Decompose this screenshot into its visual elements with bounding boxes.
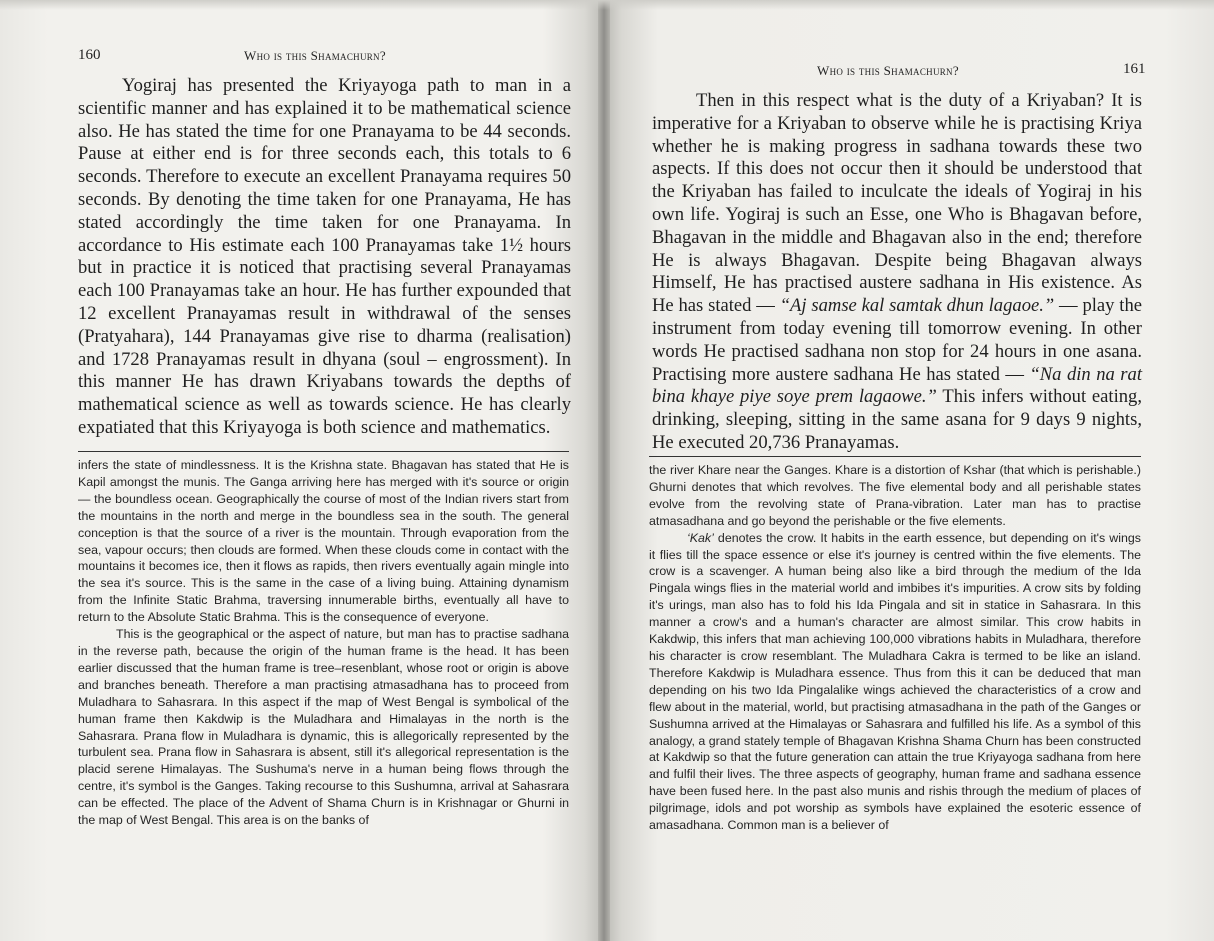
right-footnote-paragraph-2-text: denotes the crow. It habits in the earth essence, but depending on it's wings it flies till the space essence or else it's journey is centred within the five elements. The crow is a scavenger. A human being also like a bird through the medium of the Ida Pingala wings flies in the material world and imbibes it's impurities. A crow sits by folding it's urings, man also has to fold his Ida Pingala and sit in statice in Sahasrara. In this manner a crow's and a human's character are almost similar. This crow habits in Kakdwip, this infers that man achieving 100,000 vibrations habits in Muladhara, therefore his character is crow resemblant. The Muladhara Cakra is termed to be like an island. Therefore Kakdwip is Muladhara essence. Thus from this it can be deduced that man depending on his two Ida Pingalalike wings achieved the characteristics of a crow and flew about in the material, world, but practising atmasadhana in the path of the Ganges or Sushumna arrived at the Himalayas or Sahasrara and fulfilled his life. As a symbol of this analogy, a grand stately temple of Bhagavan Krishna Shama Churn has been constructed at Kakdwip so that the future generation can attain the true Kriyayoga sadhana from here and fulfil their lives. The three aspects of geography, human frame and sadhana essence have been fused here. In the past also munis and rishis through the medium of places of pilgrimage, idols and pot worship as symbols have explained the esoteric essence of amasadhana. Common man is a believer of (649, 530, 1141, 833)
right-running-head-title: Who is this Shamachurn? (817, 63, 959, 78)
right-footnote (649, 462, 1141, 834)
left-running-head-title: Who is this Shamachurn? (244, 48, 386, 63)
right-main-text (652, 90, 1142, 455)
right-body-part-3: This infers without eating, drinking, sleeping, sitting in the same asana for 9 days 9 nights, He executed 20,736 Pranayamas. (652, 386, 1142, 453)
left-footnote (78, 457, 569, 829)
right-page-number: 161 (1123, 61, 1146, 77)
right-page (603, 0, 1214, 941)
right-footnote-paragraph-1: the river Khare near the Ganges. Khare is a distortion of Kshar (that which is perishable.) Ghurni denotes that which revolves. The five elemental body and all perishable states evolve from the revolving state of Prana-vibration. Later man has to practise atmasadhana and go beyond the perishable or the five elements. (649, 463, 1141, 528)
right-footnote-rule (649, 456, 1141, 457)
right-body-quote-1: “Aj samse kal samtak dhun lagaoe.” (779, 295, 1055, 317)
right-running-header (817, 62, 1147, 80)
left-body-paragraph: Yogiraj has presented the Kriyayoga path to man in a scientific manner and has explained it to be mathematical science also. He has stated the time for one Pranayama to be 44 seconds. Pause at either end is for three seconds each, this totals to 6 seconds. Therefore to execute an excellent Pranayama requires 50 seconds. By denoting the time taken for one Pranayama, He has stated accordingly the time taken for one Pranayama. In accordance to His estimate each 100 Pranayamas take 1½ hours but in practice it is noticed that practising several Pranayamas each 100 Pranayamas take an hour. He has further expounded that 12 excellent Pranayamas result in withdrawal of the senses (Pratyahara), 144 Pranayamas give rise to dharma (realisation) and 1728 Pranayamas result in dhyana (soul – engrossment). In this manner He has drawn Kriyabans towards the depths of mathematical science as well as towards science. He has clearly expatiated that this Kriyayoga is both science and mathematics. (78, 75, 571, 438)
left-page-number: 160 (78, 47, 101, 63)
left-running-header (78, 46, 518, 64)
left-footnote-paragraph-2: This is the geographical or the aspect of nature, but man has to practise sadhana in the reverse path, because the origin of the human frame is the head. It has been earlier discussed that the human frame is tree–resenblant, whose root or origin is above and branches beneath. Therefore a man practising atmasadhana has to proceed from Muladhara to Sahasrara. In this aspect if the map of West Bengal is symbolical of the human frame then Kakdwip is the Muladhara and Himalayas in the north is the Sahasrara. Prana flow in Muladhara is dynamic, this is allegorically represented by the turbulent sea. Prana flow in Sahasrara is absent, still it's allegorical representation is the placid serene Himalayas. The Sushuma's nerve in a human being flows through the centre, it's symbol is the Ganges. Taking recourse to this Sushumna, arrival at Sahasrara can be effected. The place of the Advent of Shama Churn is in Krishnagar or Ghurni in the map of West Bengal. This area is on the banks of (78, 627, 569, 828)
book-gutter (598, 0, 610, 941)
right-footnote-term: ‘Kak’ (687, 530, 714, 545)
right-body-part-2: — play the instrument from today evening till tomorrow evening. In other words He practised sadhana non stop for 24 hours in one asana. Practising more austere sadhana He has stated — (652, 295, 1142, 385)
right-body-part-1: Then in this respect what is the duty of a Kriyaban? It is imperative for a Kriyaban to observe while he is practising Kriya whether he is making progress in sadhana towards these two aspects. If this does not occur then it should be understood that the Kriyaban has failed to inculcate the ideals of Yogiraj in his own life. Yogiraj is such an Esse, one Who is Bhagavan before, Bhagavan in the middle and Bhagavan also in the end; therefore He is always Bhagavan. Despite being Bhagavan always Himself, He has practised austere sadhana in His existence. As He has stated — (652, 90, 1142, 317)
right-footnote-paragraph-2 (649, 530, 1141, 834)
page-top-edge (0, 0, 1214, 10)
left-footnote-paragraph-1: infers the state of mindlessness. It is the Krishna state. Bhagavan has stated that He is Kapil amongst the munis. The Ganga arriving here has merged with it's source or origin — the boundless ocean. Geographically the course of most of the Indian rivers start from the mountains in the north and merge in the boundless sea in the south. The general conception is that the source of a river is the mountain. Through evaporation from the sea, vapour occurs; then clouds are formed. When these clouds come in contact with the mountains it becomes ice, then it flows as rapids, then rivers eventually again mingle into the sea it's source. This is the same in the case of a living buing. Attaining dynamism from the Infinite Static Brahma, traversing innumerable births, eventually all have to return to the Absolute Static Brahma. This is the consequence of everyone. (78, 458, 569, 625)
right-body-quote-2: “Na din na rat bina khaye piye soye prem lagaowe.” (652, 363, 1142, 408)
left-main-text (78, 75, 571, 440)
left-page (0, 0, 603, 941)
right-body-paragraph (652, 90, 1142, 455)
left-footnote-rule (78, 451, 569, 452)
